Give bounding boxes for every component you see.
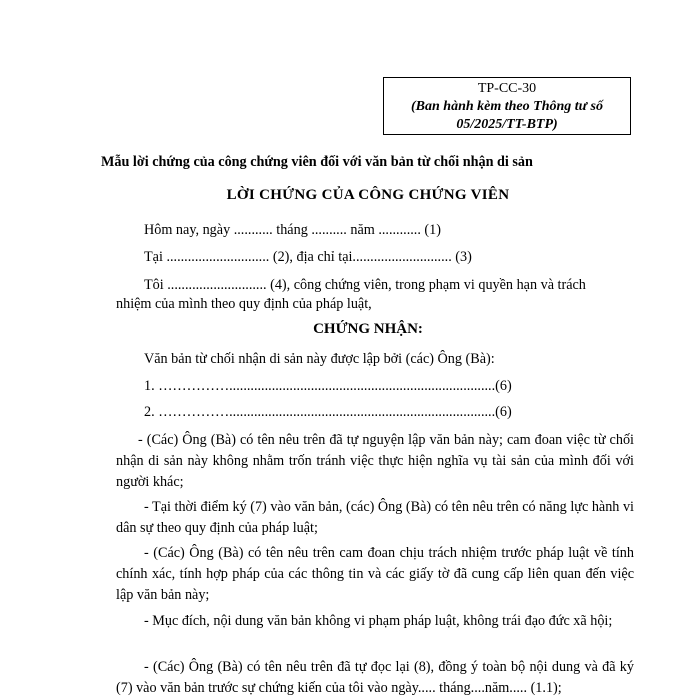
form-code: TP-CC-30	[477, 81, 537, 96]
clause-2: - Tại thời điểm ký (7) vào văn bản, (các) Ông (Bà) có tên nêu trên có năng lực hành vi dân sự theo quy định của pháp luật;	[116, 499, 634, 536]
clause-3: - (Các) Ông (Bà) có tên nêu trên cam đoan chịu trách nhiệm trước pháp luật về tính chính xác, tính hợp pháp của các thông tin và các giấy tờ đã cung cấp liên quan đến việc lập văn bản này;	[116, 545, 634, 603]
place-line: Tại ............................. (2), địa chỉ tại............................ (3)	[144, 249, 472, 265]
notary-line-2: nhiệm của mình theo quy định của pháp luật,	[116, 296, 372, 312]
clause-4: - Mục đích, nội dung văn bản không vi phạm pháp luật, không trái đạo đức xã hội;	[144, 613, 613, 629]
person-line-2: 2. ……………...........................................................................(6)	[144, 404, 512, 420]
clause-5: - (Các) Ông (Bà) có tên nêu trên đã tự đọc lại (8), đồng ý toàn bộ nội dung và đã ký (7) vào văn bản trước sự chứng kiến của tôi vào ngày..... tháng....năm..... (1.1);	[116, 659, 634, 696]
form-note-line2: 05/2025/TT-BTP)	[456, 117, 558, 132]
form-note-line1: (Ban hành kèm theo Thông tư số	[411, 99, 603, 114]
date-line: Hôm nay, ngày ........... tháng .......... năm ............ (1)	[144, 222, 441, 238]
certify-heading: CHỨNG NHẬN:	[313, 321, 423, 337]
person-line-1: 1. ……………...........................................................................(6)	[144, 378, 512, 394]
form-code-box	[383, 77, 631, 135]
intro-line: Văn bản từ chối nhận di sản này được lập bởi (các) Ông (Bà):	[144, 351, 495, 367]
document-title: LỜI CHỨNG CỦA CÔNG CHỨNG VIÊN	[226, 187, 510, 203]
document-subtitle: Mẫu lời chứng của công chứng viên đối với văn bản từ chối nhận di sản	[101, 154, 533, 170]
clause-1: - (Các) Ông (Bà) có tên nêu trên đã tự nguyện lập văn bản này; cam đoan việc từ chối nhận di sản này không nhằm trốn tránh việc thực hiện nghĩa vụ tài sản của mình đối với người khác;	[116, 432, 634, 490]
notary-line-1: Tôi ............................ (4), công chứng viên, trong phạm vi quyền hạn và trách	[144, 277, 586, 293]
